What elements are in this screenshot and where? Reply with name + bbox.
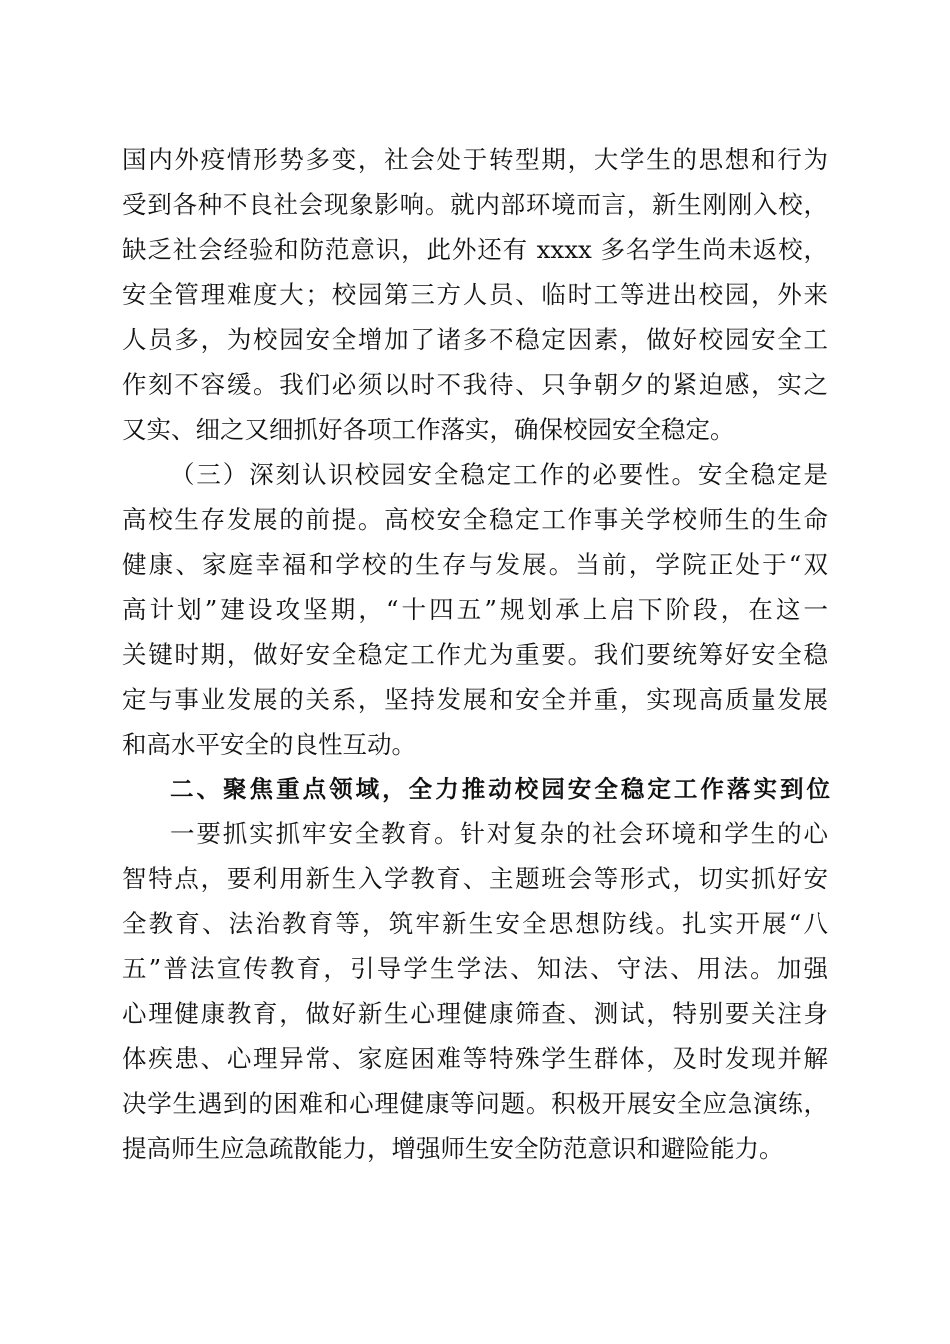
paragraph-3-line-4: 五”普法宣传教育，引导学生学法、知法、守法、用法。加强: [122, 954, 828, 983]
paragraph-2-line-6: 定与事业发展的关系，坚持发展和安全并重，实现高质量发展: [122, 685, 828, 714]
paragraph-3-line-6: 体疾患、心理异常、家庭困难等特殊学生群体，及时发现并解: [122, 1044, 828, 1073]
paragraph-2-line-7: 和高水平安全的良性互动。: [122, 730, 416, 759]
paragraph-2-line-1: （三）深刻认识校园安全稳定工作的必要性。安全稳定是: [170, 460, 828, 489]
paragraph-3-line-3: 全教育、法治教育等，筑牢新生安全思想防线。扎实开展“八: [122, 909, 828, 938]
paragraph-2-line-2: 高校生存发展的前提。高校安全稳定工作事关学校师生的生命: [122, 505, 828, 534]
paragraph-3-line-7: 决学生遇到的困难和心理健康等问题。积极开展安全应急演练，: [122, 1089, 828, 1118]
paragraph-3-line-5: 心理健康教育，做好新生心理健康筛查、测试，特别要关注身: [122, 999, 828, 1028]
paragraph-2-line-5: 关键时期，做好安全稳定工作尤为重要。我们要统筹好安全稳: [122, 640, 828, 669]
paragraph-1-line-7: 又实、细之又细抓好各项工作落实，确保校园安全稳定。: [122, 415, 735, 444]
paragraph-1-line-5: 人员多，为校园安全增加了诸多不稳定因素，做好校园安全工: [122, 325, 828, 354]
paragraph-2-line-3: 健康、家庭幸福和学校的生存与发展。当前，学院正处于“双: [122, 550, 828, 579]
paragraph-1-line-1: 国内外疫情形势多变，社会处于转型期，大学生的思想和行为: [122, 145, 828, 174]
paragraph-3-line-2: 智特点，要利用新生入学教育、主题班会等形式，切实抓好安: [122, 864, 828, 893]
paragraph-1-line-4: 安全管理难度大；校园第三方人员、临时工等进出校园，外来: [122, 280, 828, 309]
paragraph-1-line-2: 受到各种不良社会现象影响。就内部环境而言，新生刚刚入校，: [122, 190, 828, 219]
paragraph-3-line-1: 一要抓实抓牢安全教育。针对复杂的社会环境和学生的心: [170, 819, 828, 848]
paragraph-1-line-6: 作刻不容缓。我们必须以时不我待、只争朝夕的紧迫感，实之: [122, 370, 828, 399]
section-heading: 二、聚焦重点领域，全力推动校园安全稳定工作落实到位: [170, 775, 830, 803]
paragraph-2-line-4: 高计划”建设攻坚期，“十四五”规划承上启下阶段，在这一: [122, 595, 828, 624]
paragraph-1-line-3: 缺乏社会经验和防范意识，此外还有 xxxx 多名学生尚未返校，: [122, 235, 828, 264]
paragraph-3-line-8: 提高师生应急疏散能力，增强师生安全防范意识和避险能力。: [122, 1134, 784, 1163]
